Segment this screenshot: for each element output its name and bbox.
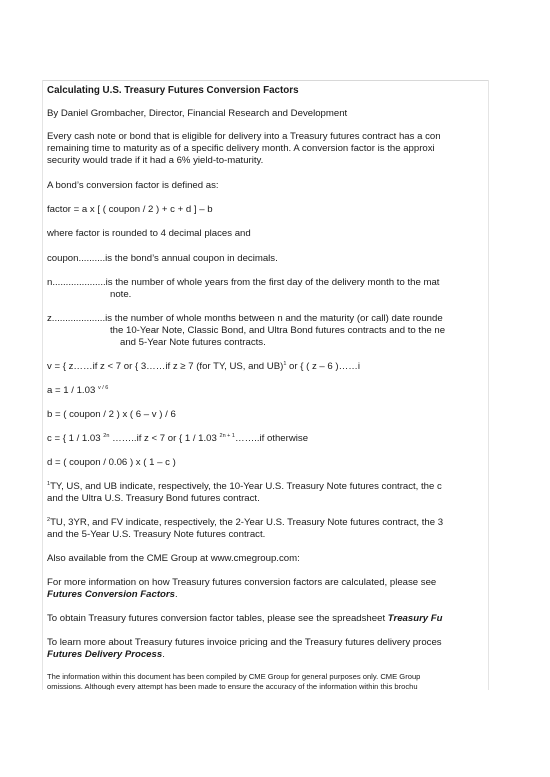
v-formula-rest: or { ( z – 6 )……i: [286, 361, 360, 372]
delivery-process-link[interactable]: Futures Delivery Process: [47, 649, 163, 660]
byline: By Daniel Grombacher, Director, Financial Research and Development: [47, 108, 348, 119]
intro-line-3: security would trade if it had a 6% yield-to-maturity.: [47, 155, 264, 166]
a-formula-text: a = 1 / 1.03: [47, 385, 98, 396]
d-formula: d = ( coupon / 0.06 ) x ( 1 – c ): [47, 457, 176, 468]
z-definition-line-3: and 5-Year Note futures contracts.: [120, 337, 266, 348]
intro-line-2: remaining time to maturity as of a specific delivery month. A conversion factor is the approxi: [47, 143, 435, 154]
conversion-factors-link[interactable]: Futures Conversion Factors: [47, 589, 175, 600]
footnote-1-text: TY, US, and UB indicate, respectively, the 10-Year U.S. Treasury Note futures contract, the c: [50, 481, 442, 492]
c-formula-part-1: c = { 1 / 1.03: [47, 433, 104, 444]
a-exponent: v / 6: [97, 385, 109, 391]
footnote-1-line-2: and the Ultra U.S. Treasury Bond futures contract.: [47, 493, 260, 504]
footnote-2-line-2: and the 5-Year U.S. Treasury Note futures contract.: [47, 529, 266, 540]
a-formula: [47, 385, 108, 396]
coupon-definition: coupon..........is the bond’s annual coupon in decimals.: [47, 253, 278, 264]
also-available-text: Also available from the CME Group at www.cmegroup.com:: [47, 553, 300, 564]
footnote-1-line-1: [47, 481, 442, 492]
disclaimer-line-1: The information within this document has been compiled by CME Group for general purposes only. CME Group: [47, 672, 421, 681]
document-page: [42, 80, 488, 690]
rounding-note: where factor is rounded to 4 decimal places and: [47, 228, 251, 239]
footnote-2-line-1: [47, 517, 443, 528]
more-info-1-line-2: Futures Conversion Factors.: [47, 589, 178, 600]
factor-formula: factor = a x [ ( coupon / 2 ) + c + d ] – b: [47, 204, 213, 215]
c-formula: [47, 433, 308, 444]
n-definition-line-2: note.: [110, 289, 132, 300]
v-formula-text: v = { z……if z < 7 or { 3……if z ≥ 7 (for TY, US, and UB): [47, 361, 284, 372]
sheet-right-border: [488, 80, 489, 690]
conversion-tables-link[interactable]: Treasury Fu: [387, 613, 443, 624]
c-formula-part-2: ……..if z < 7 or { 1 / 1.03: [109, 433, 220, 444]
c-exponent-2: 2n + 1: [219, 433, 235, 439]
footnote-2-text: TU, 3YR, and FV indicate, respectively, the 2-Year U.S. Treasury Note futures contract, the 3: [50, 517, 444, 528]
n-definition-line-1: n....................is the number of whole years from the first day of the delivery month to the mat: [47, 277, 440, 288]
disclaimer-line-2: omissions. Although every attempt has been made to ensure the accuracy of the information within this brochu: [47, 682, 418, 690]
v-formula: [47, 361, 360, 372]
footnote-ref-1: 1: [283, 361, 287, 367]
b-formula: b = ( coupon / 2 ) x ( 6 – v ) / 6: [47, 409, 176, 420]
more-info-2-text: To obtain Treasury futures conversion factor tables, please see the spreadsheet: [47, 613, 388, 624]
c-exponent-1: 2n: [103, 433, 110, 439]
more-info-3-line-2: Futures Delivery Process.: [47, 649, 165, 660]
z-definition-line-2: the 10-Year Note, Classic Bond, and Ultra Bond futures contracts and to the ne: [110, 325, 446, 336]
intro-line-1: Every cash note or bond that is eligible for delivery into a Treasury futures contract has a con: [47, 131, 441, 142]
z-definition-line-1: z....................is the number of whole months between n and the maturity (or call) date rounde: [47, 313, 443, 324]
more-info-3-line-1: To learn more about Treasury futures invoice pricing and the Treasury futures delivery proces: [47, 637, 442, 648]
more-info-1-line-1: For more information on how Treasury futures conversion factors are calculated, please see: [47, 577, 437, 588]
defined-as-text: A bond’s conversion factor is defined as:: [47, 180, 219, 191]
document-title: Calculating U.S. Treasury Futures Conversion Factors: [47, 85, 299, 96]
footnote-1-mark: 1: [47, 481, 51, 487]
more-info-2-line: [47, 613, 443, 624]
c-formula-part-3: ……..if otherwise: [234, 433, 309, 444]
footnote-2-mark: 2: [47, 517, 51, 523]
